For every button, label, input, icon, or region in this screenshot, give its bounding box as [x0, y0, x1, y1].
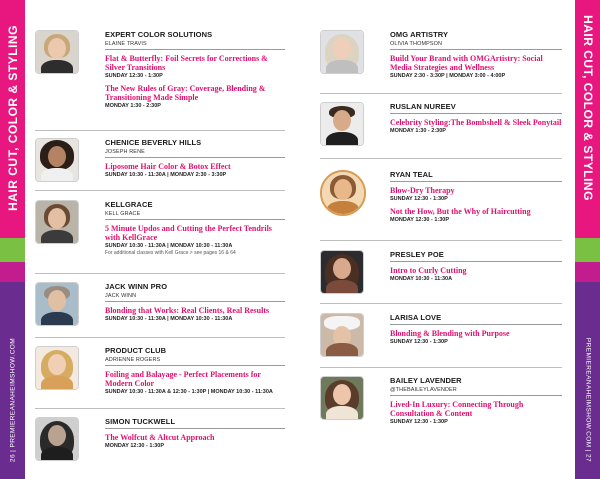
presenter-subtitle: JOSEPH RENE [105, 149, 145, 155]
presenter-photo [35, 417, 79, 461]
presenter-name: PRODUCT CLUB [105, 346, 167, 355]
sidebar-green-wave [575, 238, 600, 264]
session-title: The Wolfcut & Altcut Approach [105, 433, 215, 442]
presenter-name: OMG ARTISTRY [390, 30, 449, 39]
session [390, 207, 562, 223]
presenter-photo [320, 313, 364, 357]
session-time: MONDAY 1:30 - 2:30P [105, 103, 161, 109]
session-time: SUNDAY 12:30 - 1:30P [390, 196, 448, 202]
divider-rule [105, 49, 285, 50]
presenter-name: RUSLAN NUREEV [390, 102, 456, 111]
session [105, 306, 285, 322]
session-time: MONDAY 10:30 - 11:30A [390, 276, 453, 282]
session-note: For additional classes with Kell Grace > see pages 16 & 64 [105, 250, 236, 256]
session-title: Liposome Hair Color & Botox Effect [105, 162, 231, 171]
presenter-subtitle: ADRIENNE ROGERS [105, 357, 161, 363]
presenter-photo [35, 200, 79, 244]
divider-rule [105, 428, 285, 429]
session-title: Flat & Butterfly: Foil Secrets for Corrections & Silver Transitions [105, 54, 268, 72]
divider-rule [390, 49, 562, 50]
session-time: MONDAY 1:30 - 2:30P [390, 128, 446, 134]
session-time: SUNDAY 10:30 - 11:30A | MONDAY 2:30 - 3:30P [105, 172, 227, 178]
session-time: SUNDAY 12:30 - 1:30P [390, 339, 448, 345]
sidebar-magenta-wave [575, 262, 600, 282]
left-sidebar [0, 0, 25, 479]
session-time: MONDAY 12:30 - 1:30P [390, 217, 449, 223]
session-title: The New Rules of Gray: Coverage, Blending & Transitioning Made Simple [105, 84, 266, 102]
entry-divider [320, 240, 562, 241]
session [105, 84, 285, 109]
session-title: Foiling and Balayage - Perfect Placements for Modern Color [105, 370, 261, 388]
presenter-name: JACK WINN PRO [105, 282, 168, 291]
entry-divider [320, 93, 562, 94]
session-title: Not the How, But the Why of Haircutting [390, 207, 531, 216]
section-title: HAIR CUT, COLOR & STYLING [5, 25, 20, 211]
sidebar-green-wave [0, 238, 25, 264]
presenter-name: BAILEY LAVENDER [390, 376, 462, 385]
presenter-photo [320, 170, 366, 216]
session-time: SUNDAY 10:30 - 11:30A & 12:30 - 1:30P | MONDAY 10:30 - 11:30A [105, 389, 273, 395]
session-title: Blow-Dry Therapy [390, 186, 455, 195]
session [390, 118, 562, 134]
session-title: Blonding that Works: Real Clients, Real Results [105, 306, 270, 315]
page-footer: PREMIEREANAHEIMSHOW.COM | 27 [584, 337, 591, 463]
presenter-subtitle: @THEBAILEYLAVENDER [390, 387, 457, 393]
presenter-name: SIMON TUCKWELL [105, 417, 176, 426]
session [105, 370, 285, 395]
entry-divider [35, 337, 285, 338]
presenter-photo [35, 346, 79, 390]
presenter-photo [320, 30, 364, 74]
presenter-subtitle: ELAINE TRAVIS [105, 41, 147, 47]
session [390, 329, 562, 345]
sidebar-magenta-wave [0, 262, 25, 282]
session [390, 266, 562, 282]
session-title: Build Your Brand with OMGArtistry: Social Media Strategies and Wellness [390, 54, 543, 72]
session-time: SUNDAY 10:30 - 11:30A | MONDAY 10:30 - 11:30A [105, 243, 233, 249]
divider-rule [390, 181, 562, 182]
entry-divider [320, 158, 562, 159]
presenter-name: EXPERT COLOR SOLUTIONS [105, 30, 213, 39]
session-time: MONDAY 12:30 - 1:30P [105, 443, 164, 449]
session [390, 54, 562, 79]
session-time: SUNDAY 12:30 - 1:30P [390, 419, 448, 425]
entry-divider [35, 408, 285, 409]
presenter-name: KELLGRACE [105, 200, 153, 209]
session-title: Blonding & Blending with Purpose [390, 329, 510, 338]
entry-divider [35, 130, 285, 131]
presenter-subtitle: OLIVIA THOMPSON [390, 41, 443, 47]
session-time: SUNDAY 12:30 - 1:30P [105, 73, 163, 79]
session-title: Intro to Curly Cutting [390, 266, 467, 275]
presenter-photo [35, 30, 79, 74]
page-footer: 26 | PREMIEREANAHEIMSHOW.COM [9, 337, 16, 463]
presenter-name: CHENICE BEVERLY HILLS [105, 138, 202, 147]
divider-rule [390, 324, 562, 325]
session-title: 5 Minute Updos and Cutting the Perfect Tendrils with KellGrace [105, 224, 272, 242]
section-title: HAIR CUT, COLOR & STYLING [580, 15, 595, 201]
presenter-photo [320, 376, 364, 420]
session [105, 433, 285, 449]
session-title: Celebrity Styling:The Bombshell & Sleek Ponytail [390, 118, 562, 127]
session [105, 54, 285, 79]
divider-rule [105, 365, 285, 366]
divider-rule [105, 219, 285, 220]
entry-divider [35, 273, 285, 274]
session [105, 162, 285, 178]
right-sidebar [575, 0, 600, 479]
entry-divider [320, 367, 562, 368]
divider-rule [390, 395, 562, 396]
presenter-photo [35, 138, 79, 182]
session [390, 400, 562, 425]
presenter-photo [320, 102, 364, 146]
session [390, 186, 562, 202]
presenter-name: RYAN TEAL [390, 170, 433, 179]
presenter-photo [320, 250, 364, 294]
session-time: SUNDAY 10:30 - 11:30A | MONDAY 10:30 - 11:30A [105, 316, 233, 322]
presenter-photo [35, 282, 79, 326]
presenter-name: LARISA LOVE [390, 313, 442, 322]
entry-divider [320, 303, 562, 304]
presenter-subtitle: JACK WINN [105, 293, 137, 299]
entry-divider [35, 190, 285, 191]
divider-rule [105, 301, 285, 302]
divider-rule [105, 157, 285, 158]
presenter-name: PRESLEY POE [390, 250, 444, 259]
divider-rule [390, 261, 562, 262]
presenter-subtitle: KELL GRACE [105, 211, 141, 217]
session [105, 224, 285, 256]
session-title: Lived-In Luxury: Connecting Through Consultation & Content [390, 400, 524, 418]
session-time: SUNDAY 2:30 - 3:30P | MONDAY 3:00 - 4:00P [390, 73, 506, 79]
divider-rule [390, 113, 562, 114]
